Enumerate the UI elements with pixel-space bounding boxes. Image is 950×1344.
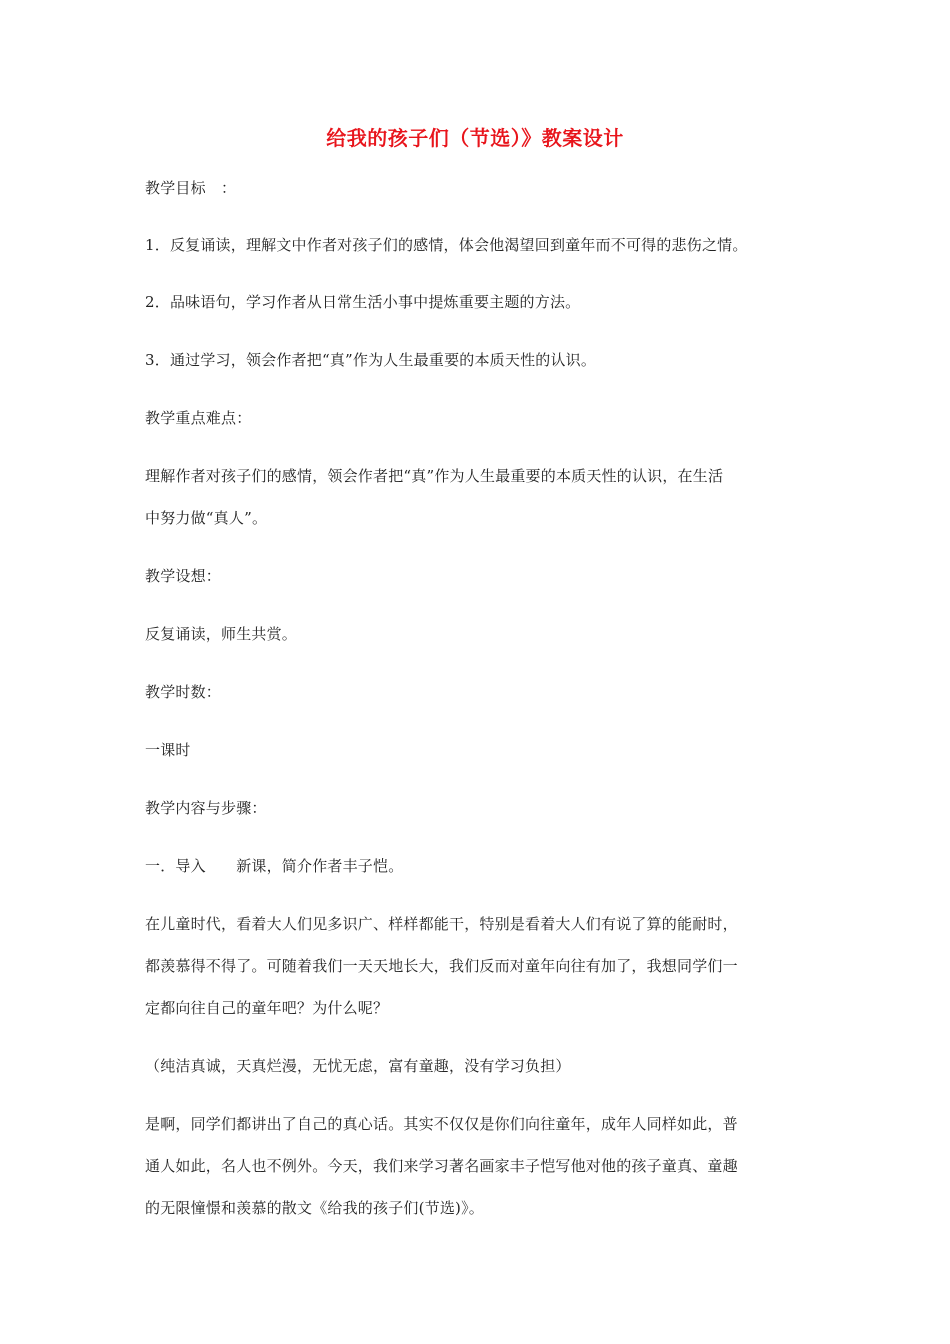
- objective-1: 1．反复诵读，理解文中作者对孩子们的感情，体会他渴望回到童年而不可得的悲伤之情。: [145, 236, 748, 254]
- objective-2: 2．品味语句，学习作者从日常生活小事中提炼重要主题的方法。: [145, 293, 581, 311]
- closing-line-2: 通人如此，名人也不例外。今天，我们来学习著名画家丰子恺写他对他的孩子童真、童趣: [145, 1157, 738, 1175]
- intro-line-3: 定都向往自己的童年吧？为什么呢？: [145, 999, 389, 1017]
- key-points-heading: 教学重点难点：: [145, 409, 252, 427]
- key-points-line-2: 中努力做“真人”。: [145, 509, 268, 527]
- concept-heading: 教学设想：: [145, 567, 222, 585]
- concept-text: 反复诵读，师生共赏。: [145, 625, 298, 643]
- closing-line-1: 是啊，同学们都讲出了自己的真心话。其实不仅仅是你们向往童年，成年人同样如此，普: [145, 1115, 738, 1133]
- key-points-line-1: 理解作者对孩子们的感情，领会作者把“真”作为人生最重要的本质天性的认识，在生活: [145, 467, 724, 485]
- intro-line-1: 在儿童时代，看着大人们见多识广、样样都能干，特别是看着大人们有说了算的能耐时，: [145, 915, 738, 933]
- hours-heading: 教学时数：: [145, 683, 222, 701]
- hours-text: 一课时: [145, 741, 191, 759]
- intro-line-2: 都羡慕得不得了。可随着我们一天天地长大，我们反而对童年向往有加了，我想同学们一: [145, 957, 738, 975]
- page-title: 给我的孩子们（节选）》教案设计: [326, 126, 624, 150]
- closing-line-3: 的无限憧憬和羡慕的散文《给我的孩子们(节选)》。: [145, 1199, 485, 1217]
- answer-text: （纯洁真诚，天真烂漫，无忧无虑，富有童趣，没有学习负担）: [145, 1057, 571, 1075]
- step-1: 一．导入 新课，简介作者丰子恺。: [145, 857, 404, 875]
- objectives-heading: 教学目标 ：: [145, 179, 237, 197]
- steps-heading: 教学内容与步骤：: [145, 799, 267, 817]
- objective-3: 3．通过学习，领会作者把“真”作为人生最重要的本质天性的认识。: [145, 351, 597, 369]
